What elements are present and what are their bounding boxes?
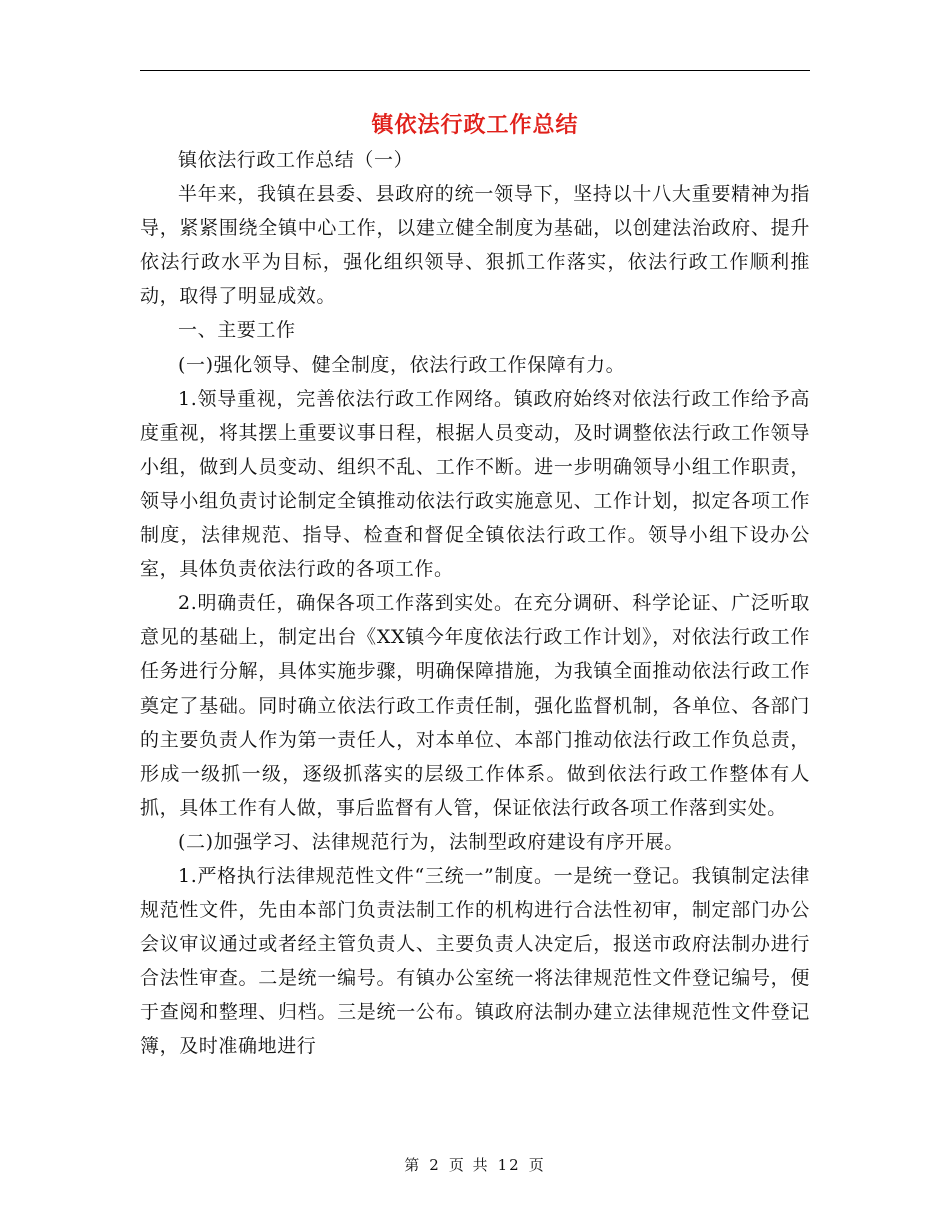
heading-main-work: 一、主要工作 (178, 319, 296, 342)
paragraph-responsibility: 2.明确责任，确保各项工作落到实处。在充分调研、科学论证、广泛听取意见的基础上，制定出台《XX镇今年度依法行政工作计划》，对依法行政工作任务进行分解，具体实施步骤，明确保障措施，为我镇全面推动依法行政工作奠定了基础。同时确立依法行政工作责任制，强化监督机制，各单位、各部门的主要负责人作为第一责任人，对本单位、本部门推动依法行政工作负总责，形成一级抓一级，逐级抓落实的层级工作体系。做到依法行政工作整体有人抓，具体工作有人做，事后监督有人管，保证依法行政各项工作落到实处。 (140, 592, 810, 819)
section-subtitle: 镇依法行政工作总结（一） (178, 149, 414, 171)
heading-part-one: (一)强化领导、健全制度，依法行政工作保障有力。 (178, 353, 626, 376)
header-rule (140, 70, 810, 71)
page-label-suffix: 页 (528, 1156, 546, 1174)
document-title: 镇依法行政工作总结 (371, 112, 579, 138)
paragraph-leadership: 1.领导重视，完善依法行政工作网络。镇政府始终对依法行政工作给予高度重视，将其摆上重要议事日程，根据人员变动，及时调整依法行政工作领导小组，做到人员变动、组织不乱、工作不断。进一步明确领导小组工作职责，领导小组负责讨论制定全镇推动依法行政实施意见、工作计划，拟定各项工作制度，法律规范、指导、检查和督促全镇依法行政工作。领导小组下设办公室，具体负责依法行政的各项工作。 (140, 387, 810, 581)
heading-part-two: (二)加强学习、法律规范行为，法制型政府建设有序开展。 (178, 830, 685, 853)
document-body (140, 143, 810, 1064)
paragraph-intro: 半年来，我镇在县委、县政府的统一领导下，坚持以十八大重要精神为指导，紧紧围绕全镇中心工作，以建立健全制度为基础，以创建法治政府、提升依法行政水平为目标，强化组织领导、狠抓工作落实，依法行政工作顺利推动，取得了明显成效。 (140, 183, 810, 308)
page-label-prefix: 第 (404, 1156, 422, 1174)
total-pages-number: 12 (497, 1156, 521, 1174)
current-page-number: 2 (429, 1156, 441, 1174)
page-footer (0, 1154, 950, 1175)
page-label-mid: 页 共 (448, 1156, 490, 1174)
paragraph-three-unified: 1.严格执行法律规范性文件“三统一”制度。一是统一登记。我镇制定法律规范性文件，先由本部门负责法制工作的机构进行合法性初审，制定部门办公会议审议通过或者经主管负责人、主要负责人决定后，报送市政府法制办进行合法性审查。二是统一编号。有镇办公室统一将法律规范性文件登记编号，便于查阅和整理、归档。三是统一公布。镇政府法制办建立法律规范性文件登记簿，及时准确地进行 (140, 864, 810, 1058)
